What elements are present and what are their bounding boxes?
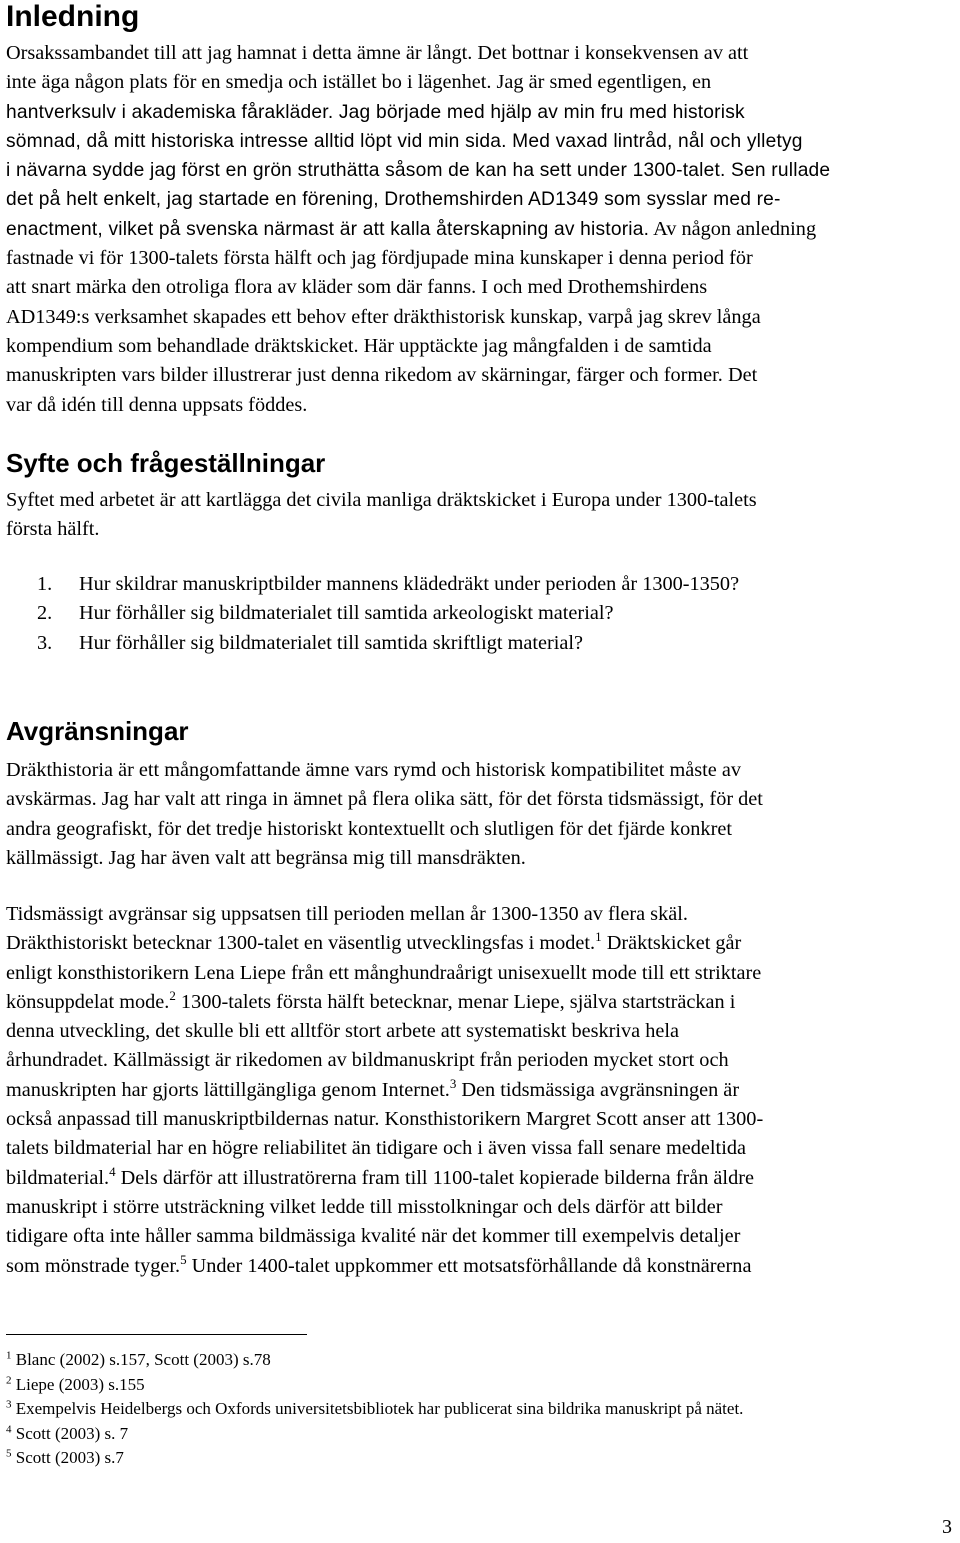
text-line: manuskripten vars bilder illustrerar just denna rikedom av skärningar, färger och former. Det xyxy=(6,364,758,387)
list-number: 3. xyxy=(37,631,53,654)
text-line: andra geografiskt, för det tredje historiskt kontextuellt och slutligen för det fjärde konkret xyxy=(6,817,732,840)
text-line: i nävarna sydde jag först en grön struthätta såsom de kan ha sett under 1300-talet. Sen rullade xyxy=(6,160,831,182)
list-item xyxy=(37,570,739,599)
text-line: det på helt enkelt, jag startade en förening, Drothemshirden AD1349 som sysslar med re- xyxy=(6,189,781,211)
footnote-ref[interactable]: 3 xyxy=(449,1076,457,1092)
footnote-text: Scott (2003) s. 7 xyxy=(15,1423,129,1443)
heading-avgransningar: Avgränsningar xyxy=(6,716,189,746)
text-line: denna utveckling, det skulle bli ett alltför stort arbete att systematiskt beskriva hela xyxy=(6,1020,680,1043)
footnote-text: Exempelvis Heidelbergs och Oxfords universitetsbibliotek har publicerat sina bildrika manuskript på nätet. xyxy=(15,1399,744,1418)
text-line: kompendium som behandlade dräktskicket. Här upptäckte jag mångfalden i de samtida xyxy=(6,334,712,357)
footnote-ref[interactable]: 4 xyxy=(109,1163,116,1179)
limits-paragraph-2 xyxy=(6,900,950,1281)
text-line xyxy=(6,215,950,244)
purpose-paragraph xyxy=(6,486,950,545)
text-line: också anpassad till manuskriptbildernas natur. Konsthistorikern Margret Scott anser att 1300- xyxy=(6,1108,764,1131)
footnote xyxy=(6,1446,743,1471)
text-run: enactment, vilket på svenska närmast är att kalla återskapning av historia. xyxy=(6,218,650,240)
limits-paragraph-1 xyxy=(6,756,950,873)
footnote-number: 5 xyxy=(6,1447,12,1460)
text-run: bildmaterial. xyxy=(6,1166,110,1189)
text-line: inte äga någon plats för en smedja och istället bo i lägenhet. Jag är smed egentligen, en xyxy=(6,71,712,94)
text-line: Orsakssambandet till att jag hamnat i detta ämne är långt. Det bottnar i konsekvensen av att xyxy=(6,42,749,64)
text-line: att snart märka den otroliga flora av kläder som där fanns. I och med Drothemshirdens xyxy=(6,276,708,299)
text-line: var då idén till denna uppsats föddes. xyxy=(6,393,308,416)
footnote xyxy=(6,1373,743,1398)
footnote-number: 2 xyxy=(6,1373,12,1386)
text-line: AD1349:s verksamhet skapades ett behov efter dräkthistorisk kunskap, varpå jag skrev långa xyxy=(6,305,761,328)
text-run: som mönstrade tyger. xyxy=(6,1254,181,1277)
footnote-text: Liepe (2003) s.155 xyxy=(15,1374,145,1394)
footnote-ref[interactable]: 2 xyxy=(169,988,176,1004)
footnote-separator xyxy=(6,1334,307,1335)
text-line xyxy=(6,1164,950,1193)
list-item xyxy=(37,629,739,658)
text-line xyxy=(6,1076,950,1105)
text-line: Dräkthistoria är ett mångomfattande ämne vars rymd och historisk kompatibilitet måste av xyxy=(6,759,741,781)
heading-syfte: Syfte och frågeställningar xyxy=(6,448,326,478)
footnote-number: 4 xyxy=(6,1422,12,1435)
text-line: tidigare ofta inte håller samma bildmässiga kvalité när det kommer till exempelvis detaljer xyxy=(6,1225,741,1248)
footnote-number: 1 xyxy=(6,1349,12,1362)
text-line: sömnad, då mitt historiska intresse alltid löpt vid min sida. Med vaxad lintråd, nål och ylletyg xyxy=(6,130,803,152)
text-run: 1300-talets första hälft betecknar, menar Liepe, själva startsträckan i xyxy=(175,990,736,1013)
text-line: talets bildmaterial har en högre reliabilitet än tidigare och i även vissa fall senare medeltida xyxy=(6,1137,746,1160)
text-run: Dräktskicket går xyxy=(601,932,742,955)
text-line: hantverksulv i akademiska fårakläder. Jag började med hjälp av min fru med historisk xyxy=(6,101,745,123)
text-line: århundradet. Källmässigt är rikedomen av bildmanuskript från perioden mycket stort och xyxy=(6,1049,729,1072)
text-run: Den tidsmässiga avgränsningen är xyxy=(456,1078,740,1101)
text-run: Dräkthistoriskt betecknar 1300-talet en väsentlig utvecklingsfas i modet. xyxy=(6,932,596,955)
page-number: 3 xyxy=(942,1516,952,1538)
list-text: Hur förhåller sig bildmaterialet till samtida skriftligt material? xyxy=(79,631,584,654)
list-number: 1. xyxy=(37,573,53,595)
footnote xyxy=(6,1422,743,1447)
text-line xyxy=(6,929,950,958)
text-line: enligt konsthistorikern Lena Liepe från ett månghundraårigt unisexuellt mode till ett striktare xyxy=(6,961,762,984)
heading-inledning: Inledning xyxy=(6,0,140,33)
text-line: Tidsmässigt avgränsar sig uppsatsen till perioden mellan år 1300-1350 av flera skäl. xyxy=(6,903,688,925)
text-line: fastnade vi för 1300-talets första hälft och jag fördjupade mina kunskaper i denna period för xyxy=(6,247,753,270)
text-line: källmässigt. Jag har även valt att begränsa mig till mansdräkten. xyxy=(6,846,526,869)
footnote xyxy=(6,1397,743,1422)
text-run: manuskripten har gjorts lättillgängliga genom Internet. xyxy=(6,1078,450,1101)
text-line xyxy=(6,1252,950,1281)
text-line xyxy=(6,988,950,1017)
list-number: 2. xyxy=(37,602,53,625)
list-text: Hur skildrar manuskriptbilder mannens klädedräkt under perioden år 1300-1350? xyxy=(79,573,740,595)
list-item xyxy=(37,599,739,628)
footnote-ref[interactable]: 5 xyxy=(180,1251,187,1267)
text-line: första hälft. xyxy=(6,518,100,541)
footnote-number: 3 xyxy=(6,1398,12,1411)
footnote xyxy=(6,1348,743,1373)
list-text: Hur förhåller sig bildmaterialet till samtida arkeologiskt material? xyxy=(79,602,614,625)
intro-paragraph xyxy=(6,39,950,420)
footnote-ref[interactable]: 1 xyxy=(595,929,602,945)
text-run: könsuppdelat mode. xyxy=(6,990,170,1013)
text-run: Dels därför att illustratörerna fram till 1100-talet kopierade bilderna från äldre xyxy=(115,1166,754,1189)
footnotes-list xyxy=(6,1348,743,1471)
research-questions-list xyxy=(37,570,739,658)
text-run: Av någon anledning xyxy=(649,217,817,240)
footnote-text: Blanc (2002) s.157, Scott (2003) s.78 xyxy=(15,1350,271,1369)
text-run: Under 1400-talet uppkommer ett motsatsförhållande då konstnärerna xyxy=(186,1254,752,1277)
footnote-text: Scott (2003) s.7 xyxy=(15,1448,124,1467)
text-line: avskärmas. Jag har valt att ringa in ämnet på flera olika sätt, för det första tidsmässigt, för det xyxy=(6,788,763,811)
text-line: manuskript i större utsträckning vilket ledde till misstolkningar och dels därför att bilder xyxy=(6,1195,723,1218)
text-line: Syftet med arbetet är att kartlägga det civila manliga dräktskicket i Europa under 1300-talets xyxy=(6,489,757,511)
